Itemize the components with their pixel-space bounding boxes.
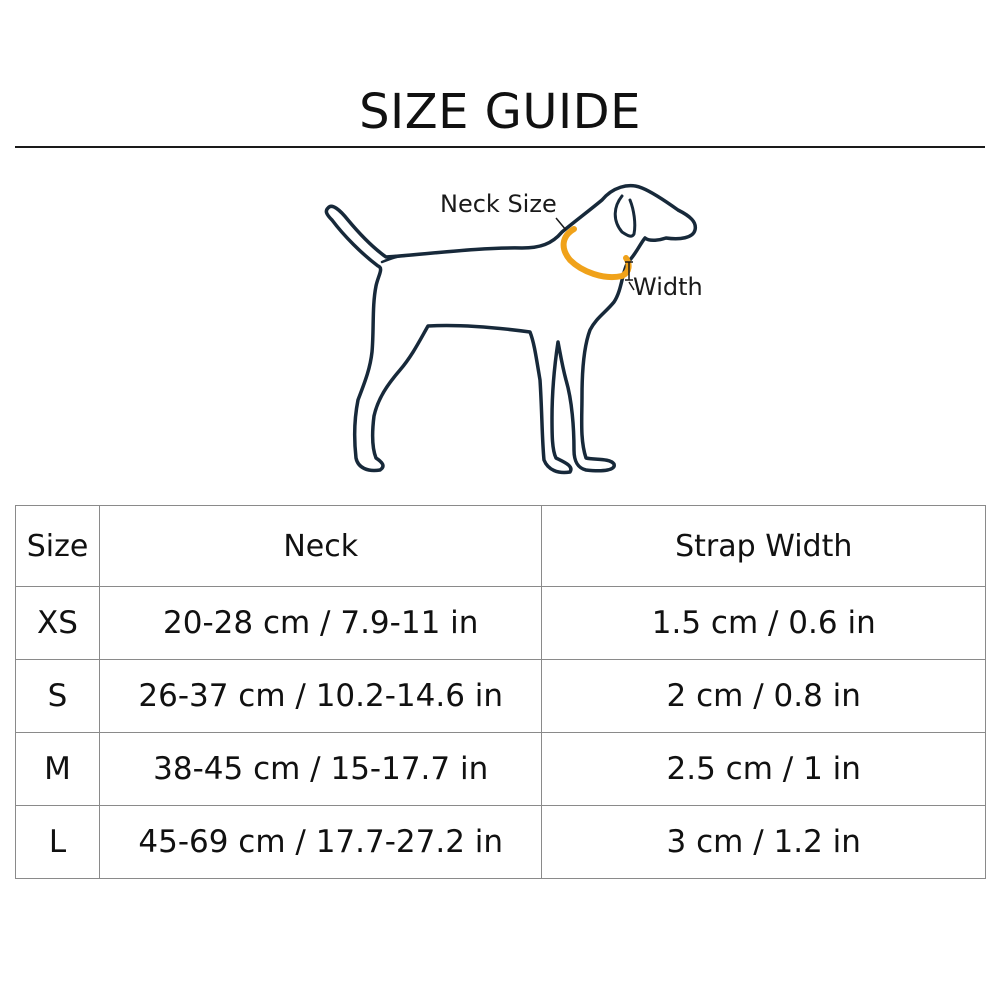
title-divider — [15, 146, 985, 148]
collar-shape — [564, 229, 629, 277]
dog-body-outline — [326, 186, 695, 473]
size-guide-table — [15, 505, 986, 879]
dog-outline-icon — [300, 170, 720, 490]
table-row — [16, 733, 986, 806]
size-cell: L — [16, 806, 100, 879]
header-size: Size — [16, 506, 100, 587]
table-row — [16, 660, 986, 733]
neck-cell: 38-45 cm / 15-17.7 in — [99, 733, 542, 806]
neck-cell: 45-69 cm / 17.7-27.2 in — [99, 806, 542, 879]
size-cell: S — [16, 660, 100, 733]
dog-diagram — [300, 170, 720, 490]
neck-cell: 20-28 cm / 7.9-11 in — [99, 587, 542, 660]
strap-cell: 1.5 cm / 0.6 in — [542, 587, 986, 660]
table-header-row — [16, 506, 986, 587]
table-row — [16, 806, 986, 879]
header-neck: Neck — [99, 506, 542, 587]
neck-size-label: Neck Size — [440, 190, 557, 218]
table-row — [16, 587, 986, 660]
page-title: SIZE GUIDE — [359, 84, 641, 141]
dog-ear-outline — [615, 196, 635, 236]
neck-cell: 26-37 cm / 10.2-14.6 in — [99, 660, 542, 733]
strap-cell: 2 cm / 0.8 in — [542, 660, 986, 733]
header-strap-width: Strap Width — [542, 506, 986, 587]
strap-cell: 2.5 cm / 1 in — [542, 733, 986, 806]
strap-cell: 3 cm / 1.2 in — [542, 806, 986, 879]
width-label: Width — [633, 273, 703, 301]
neck-label-leader — [556, 218, 566, 230]
size-cell: XS — [16, 587, 100, 660]
size-cell: M — [16, 733, 100, 806]
